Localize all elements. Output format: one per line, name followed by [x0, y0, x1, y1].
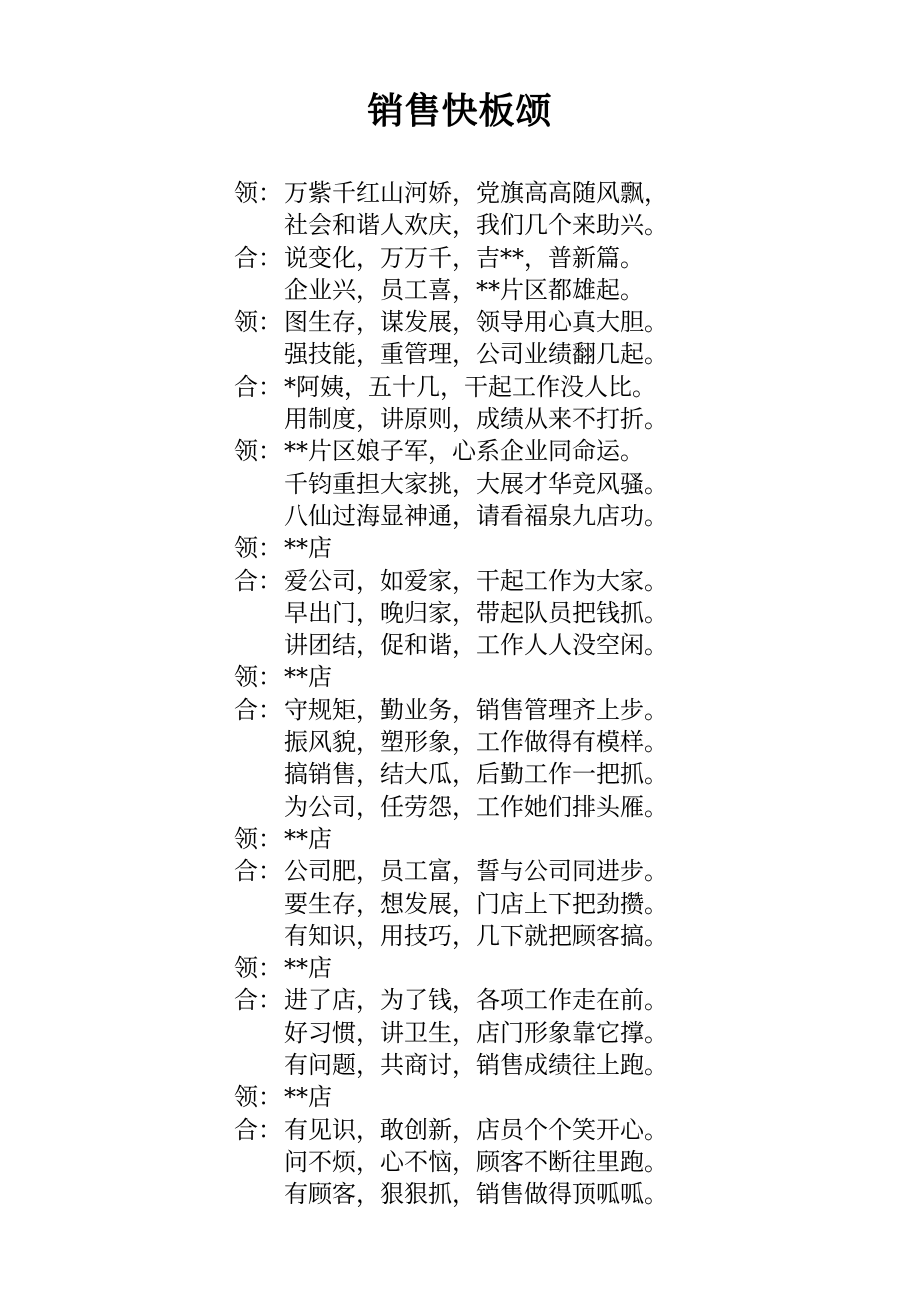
speaker-label — [234, 920, 284, 952]
verse-text: 用制度，讲原则，成绩从来不打折。 — [284, 405, 668, 434]
speaker-label: 合： — [234, 243, 282, 272]
verse-line — [234, 468, 694, 500]
verse-line — [234, 177, 694, 209]
verse-line — [234, 888, 694, 920]
verse-text: **片区娘子军，心系企业同命运。 — [284, 437, 644, 466]
verse-text: 强技能，重管理，公司业绩翻几起。 — [284, 340, 668, 369]
speaker-label — [234, 338, 284, 370]
speaker-label — [234, 209, 284, 241]
speaker-label — [234, 500, 284, 532]
verse-line — [234, 532, 694, 564]
speaker-label — [234, 758, 284, 790]
verse-line — [234, 242, 694, 274]
speaker-label: 合： — [234, 695, 282, 724]
verse-text: 进了店，为了钱，各项工作走在前。 — [284, 986, 668, 1015]
verse-line — [234, 920, 694, 952]
verse-text: 问不烦，心不恼，顾客不断往里跑。 — [284, 1147, 668, 1176]
speaker-label — [234, 791, 284, 823]
speaker-label — [234, 468, 284, 500]
verse-line — [234, 306, 694, 338]
verse-line — [234, 500, 694, 532]
verse-text: 公司肥，员工富，誓与公司同进步。 — [284, 857, 668, 886]
verse-text: 千钧重担大家挑，大展才华竞风骚。 — [284, 469, 668, 498]
verse-line — [234, 984, 694, 1016]
document-title: 销售快板颂 — [367, 91, 553, 132]
speaker-label: 领： — [234, 1083, 282, 1112]
speaker-label: 合： — [234, 857, 282, 886]
verse-text: 搞销售，结大瓜，后勤工作一把抓。 — [284, 760, 668, 789]
verse-text: 爱公司，如爱家，干起工作为大家。 — [284, 566, 668, 595]
verse-line — [234, 435, 694, 467]
verse-text: 八仙过海显神通，请看福泉九店功。 — [284, 501, 668, 530]
verse-text: *阿姨，五十几，干起工作没人比。 — [284, 372, 656, 401]
verse-text: 讲团结，促和谐，工作人人没空闲。 — [284, 631, 668, 660]
verse-text: 有顾客，狠狠抓，销售做得顶呱呱。 — [284, 1180, 668, 1209]
speaker-label — [234, 888, 284, 920]
verse-text: 要生存，想发展，门店上下把劲攒。 — [284, 889, 668, 918]
verse-line — [234, 371, 694, 403]
speaker-label — [234, 726, 284, 758]
verse-text: **店 — [284, 824, 332, 853]
verse-text: 好习惯，讲卫生，店门形象靠它撑。 — [284, 1018, 668, 1047]
verse-line — [234, 855, 694, 887]
speaker-label: 领： — [234, 534, 282, 563]
speaker-label: 合： — [234, 1115, 282, 1144]
verse-line — [234, 565, 694, 597]
speaker-label: 领： — [234, 824, 282, 853]
speaker-label — [234, 1049, 284, 1081]
speaker-label — [234, 629, 284, 661]
verse-line — [234, 597, 694, 629]
verse-line — [234, 629, 694, 661]
verse-text: **店 — [284, 1083, 332, 1112]
speaker-label — [234, 597, 284, 629]
verse-line — [234, 338, 694, 370]
speaker-label — [234, 1017, 284, 1049]
verse-line — [234, 1114, 694, 1146]
verse-text: **店 — [284, 954, 332, 983]
verse-line — [234, 209, 694, 241]
speaker-label: 领： — [234, 308, 282, 337]
verse-line — [234, 952, 694, 984]
verse-line — [234, 1081, 694, 1113]
speaker-label: 领： — [234, 954, 282, 983]
verse-text: 有问题，共商讨，销售成绩往上跑。 — [284, 1051, 668, 1080]
verse-text: 早出门，晚归家，带起队员把钱抓。 — [284, 598, 668, 627]
verse-line — [234, 661, 694, 693]
verse-text: 万紫千红山河娇，党旗高高随风飘， — [284, 179, 668, 207]
verse-line — [234, 726, 694, 758]
verse-body — [234, 177, 694, 1211]
speaker-label: 领： — [234, 179, 282, 207]
verse-line — [234, 1049, 694, 1081]
verse-text: 企业兴，员工喜，**片区都雄起。 — [284, 275, 644, 304]
verse-line — [234, 791, 694, 823]
verse-text: 有知识，用技巧，几下就把顾客搞。 — [284, 921, 668, 950]
verse-line — [234, 1146, 694, 1178]
verse-text: 振风貌，塑形象，工作做得有模样。 — [284, 728, 668, 757]
speaker-label — [234, 403, 284, 435]
verse-line — [234, 1017, 694, 1049]
speaker-label: 领： — [234, 437, 282, 466]
speaker-label: 合： — [234, 986, 282, 1015]
verse-line — [234, 823, 694, 855]
verse-text: **店 — [284, 663, 332, 692]
verse-text: 有见识，敢创新，店员个个笑开心。 — [284, 1115, 668, 1144]
speaker-label — [234, 1178, 284, 1210]
verse-text: **店 — [284, 534, 332, 563]
speaker-label: 领： — [234, 663, 282, 692]
speaker-label — [234, 1146, 284, 1178]
verse-text: 社会和谐人欢庆，我们几个来助兴。 — [284, 211, 668, 240]
verse-line — [234, 274, 694, 306]
verse-text: 为公司，任劳怨，工作她们排头雁。 — [284, 792, 668, 821]
verse-text: 图生存，谋发展，领导用心真大胆。 — [284, 308, 668, 337]
verse-line — [234, 1178, 694, 1210]
verse-line — [234, 403, 694, 435]
verse-line — [234, 694, 694, 726]
verse-text: 守规矩，勤业务，销售管理齐上步。 — [284, 695, 668, 724]
verse-line — [234, 758, 694, 790]
speaker-label: 合： — [234, 372, 282, 401]
verse-text: 说变化，万万千，吉**，普新篇。 — [284, 243, 644, 272]
speaker-label — [234, 274, 284, 306]
speaker-label: 合： — [234, 566, 282, 595]
